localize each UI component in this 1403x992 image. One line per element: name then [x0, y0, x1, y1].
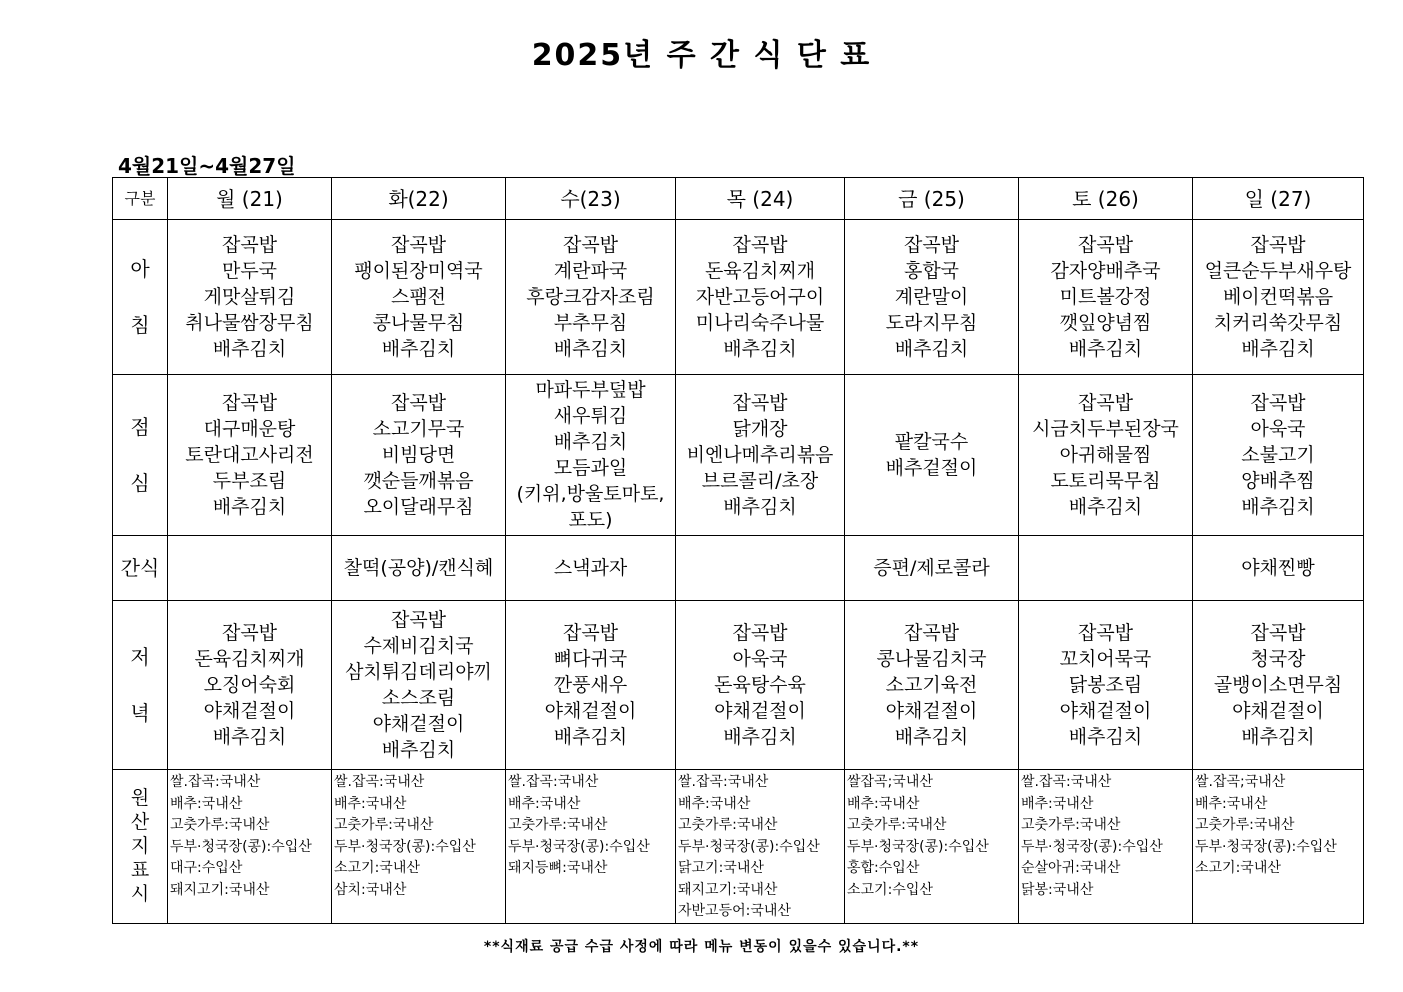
- menu-item: 쌀.잡곡:국내산: [508, 774, 599, 790]
- dinner-cell-fri: [845, 601, 1019, 770]
- menu-item: 잡곡밥: [1077, 392, 1134, 414]
- breakfast-cell-sat: [1019, 220, 1193, 375]
- menu-item: (키위,방울토마토,: [516, 483, 665, 505]
- menu-item: 베이컨떡볶음: [1222, 286, 1334, 308]
- origin-row: [113, 770, 1364, 924]
- menu-item: 콩나물김치국: [876, 648, 987, 670]
- origin-cell-mon: [168, 770, 332, 924]
- menu-item: 스낵과자: [553, 557, 628, 579]
- menu-item: 부추무침: [553, 312, 628, 334]
- snack-cell-wed: [506, 536, 676, 601]
- menu-item: 배추:국내산: [1021, 795, 1094, 812]
- menu-item: 고춧가루:국내산: [847, 817, 947, 833]
- menu-item: 새우튀김: [553, 405, 628, 427]
- menu-item: 두부조림: [212, 470, 287, 492]
- menu-item: 야채겉절이: [1059, 700, 1152, 722]
- menu-item: 삼치:국내산: [334, 881, 407, 898]
- snack-cell-thu: [676, 536, 845, 601]
- origin-cell-sun: [1193, 770, 1364, 924]
- menu-item: 배추김치: [1241, 496, 1315, 518]
- row-label-char: 심: [130, 471, 150, 495]
- menu-item: 소고기:수입산: [847, 881, 933, 898]
- menu-item: 배추:국내산: [334, 795, 407, 812]
- menu-item: 토란대고사리전: [185, 444, 314, 466]
- lunch-cell-fri: [845, 375, 1019, 536]
- menu-item: 모듬과일: [553, 457, 628, 479]
- row-label-char: 아: [130, 257, 150, 281]
- menu-item: 배추김치: [553, 338, 628, 360]
- day-header-sun: 일 (27): [1193, 178, 1364, 220]
- dinner-label: [113, 601, 168, 770]
- menu-item: 깻잎양념찜: [1059, 312, 1152, 334]
- menu-item: 마파두부덮밥: [535, 379, 646, 401]
- menu-item: 잡곡밥: [732, 622, 788, 644]
- menu-item: 쌀.잡곡;국내산: [1195, 774, 1286, 790]
- menu-item: 소고기:국내산: [334, 860, 420, 876]
- row-label-char: 저: [130, 645, 150, 669]
- menu-item: 두부·청국장(콩):수입산: [678, 838, 820, 855]
- menu-item: 배추김치: [212, 338, 287, 360]
- menu-item: 수제비김치국: [363, 635, 474, 657]
- menu-item: 순살아귀:국내산: [1021, 860, 1121, 876]
- menu-item: 쌀.잡곡:국내산: [1021, 774, 1112, 790]
- menu-item: 홍합국: [903, 260, 960, 282]
- menu-item: 소불고기: [1241, 444, 1315, 466]
- menu-item: 쌀.잡곡:국내산: [170, 774, 261, 790]
- row-label-char: 표: [130, 859, 150, 882]
- menu-item: 치커리쑥갓무침: [1213, 312, 1343, 334]
- menu-item: 야채겉절이: [203, 700, 296, 722]
- menu-item: 배추:국내산: [847, 795, 920, 812]
- day-header-tue: 화(22): [332, 178, 506, 220]
- menu-item: 브르콜리/초장: [701, 470, 819, 492]
- lunch-cell-wed: [506, 375, 676, 536]
- menu-item: 잡곡밥: [221, 392, 278, 414]
- menu-item: 증편/제로콜라: [873, 557, 990, 579]
- menu-item: 감자양배추국: [1050, 260, 1161, 282]
- header-row: [113, 178, 1364, 220]
- breakfast-cell-fri: [845, 220, 1019, 375]
- menu-item: 잡곡밥: [562, 234, 619, 256]
- menu-item: 소고기:국내산: [1195, 860, 1281, 876]
- menu-item: 잡곡밥: [390, 609, 447, 631]
- menu-item: 깐풍새우: [553, 674, 628, 696]
- menu-item: 스팸전: [390, 286, 447, 308]
- day-header-sat: 토 (26): [1019, 178, 1193, 220]
- lunch-label: [113, 375, 168, 536]
- menu-item: 잡곡밥: [390, 392, 447, 414]
- lunch-cell-sun: [1193, 375, 1364, 536]
- menu-item: 아귀해물찜: [1059, 444, 1152, 466]
- menu-item: 잡곡밥: [562, 622, 619, 644]
- menu-item: 배추김치: [894, 338, 969, 360]
- menu-item: 포도): [568, 509, 613, 531]
- menu-item: 고춧가루:국내산: [334, 817, 434, 833]
- page-title: 2025년 주 간 식 단 표: [531, 38, 872, 73]
- menu-item: 닭봉:국내산: [1021, 881, 1094, 898]
- menu-item: 잡곡밥: [221, 234, 278, 256]
- menu-item: 야채겉절이: [714, 700, 806, 722]
- menu-item: 배추:국내산: [678, 795, 751, 812]
- menu-item: 야채겉절이: [372, 713, 465, 735]
- menu-item: 삼치튀김데리야끼: [345, 661, 492, 683]
- menu-item: 미나리숙주나물: [695, 312, 825, 334]
- menu-item: 배추:국내산: [170, 795, 243, 812]
- breakfast-cell-thu: [676, 220, 845, 375]
- menu-item: 청국장: [1250, 648, 1306, 670]
- origin-cell-thu: [676, 770, 845, 924]
- footer-note: **식재료 공급 수급 사정에 따라 메뉴 변동이 있을수 있습니다.**: [483, 939, 920, 955]
- menu-item: 아욱국: [732, 648, 788, 670]
- menu-item: 자반고등어구이: [695, 286, 825, 308]
- row-label-char: 원: [130, 787, 150, 810]
- snack-cell-tue: [332, 536, 506, 601]
- day-header-mon: 월 (21): [168, 178, 332, 220]
- menu-item: 배추김치: [1241, 726, 1315, 748]
- origin-cell-sat: [1019, 770, 1193, 924]
- menu-item: 아욱국: [1250, 418, 1306, 440]
- snack-row: [113, 536, 1364, 601]
- menu-item: 깻순들깨볶음: [363, 470, 474, 492]
- row-label-char: 지: [130, 835, 150, 858]
- menu-item: 배추김치: [723, 496, 797, 518]
- menu-item: 배추김치: [1068, 496, 1143, 518]
- menu-item: 배추김치: [723, 338, 797, 360]
- menu-item: 꼬치어묵국: [1059, 648, 1152, 670]
- menu-item: 야채겉절이: [1232, 700, 1324, 722]
- menu-item: 잡곡밥: [1077, 622, 1134, 644]
- menu-item: 대구:수입산: [170, 860, 243, 876]
- menu-item: 잡곡밥: [390, 234, 447, 256]
- menu-item: 닭고기:국내산: [678, 860, 764, 876]
- menu-item: 배추김치: [894, 726, 969, 748]
- menu-item: 야채찐빵: [1241, 557, 1315, 579]
- menu-item: 배추김치: [723, 726, 797, 748]
- menu-item: 배추김치: [553, 726, 628, 748]
- menu-item: 돼지고기:국내산: [678, 881, 778, 898]
- lunch-cell-sat: [1019, 375, 1193, 536]
- menu-item: 쌀.잡곡:국내산: [678, 774, 769, 790]
- menu-item: 뼈다귀국: [553, 648, 628, 670]
- lunch-row: [113, 375, 1364, 536]
- menu-item: 게맛살튀김: [203, 286, 296, 308]
- row-label-char: 간식: [120, 556, 160, 580]
- menu-item: 잡곡밥: [732, 234, 788, 256]
- menu-item: 홍합:수입산: [847, 860, 920, 876]
- menu-item: 자반고등어:국내산: [678, 903, 791, 919]
- menu-item: 계란말이: [894, 286, 969, 308]
- breakfast-row: [113, 220, 1364, 375]
- menu-item: 찰떡(공양)/캔식혜: [343, 557, 494, 579]
- menu-item: 쌀.잡곡:국내산: [334, 774, 425, 790]
- lunch-cell-tue: [332, 375, 506, 536]
- menu-item: 잡곡밥: [903, 234, 960, 256]
- breakfast-cell-tue: [332, 220, 506, 375]
- menu-item: 비빔당면: [381, 444, 456, 466]
- menu-item: 배추김치: [381, 338, 456, 360]
- row-label-char: 점: [130, 415, 150, 439]
- day-header-thu: 목 (24): [676, 178, 845, 220]
- day-header-wed: 수(23): [506, 178, 676, 220]
- menu-item: 돈육김치찌개: [194, 648, 305, 670]
- menu-item: 얼큰순두부새우탕: [1204, 260, 1352, 282]
- menu-item: 고춧가루:국내산: [508, 817, 608, 833]
- dinner-cell-sat: [1019, 601, 1193, 770]
- menu-item: 두부·청국장(콩):수입산: [170, 838, 312, 855]
- menu-item: 도라지무침: [885, 312, 978, 334]
- snack-cell-sun: [1193, 536, 1364, 601]
- dinner-row: [113, 601, 1364, 770]
- menu-item: 고춧가루:국내산: [1021, 817, 1121, 833]
- menu-item: 소고기무국: [372, 418, 465, 440]
- breakfast-cell-wed: [506, 220, 676, 375]
- dinner-cell-sun: [1193, 601, 1364, 770]
- menu-item: 소고기육전: [885, 674, 978, 696]
- menu-item: 골뱅이소면무침: [1213, 674, 1343, 696]
- snack-cell-mon: [168, 536, 332, 601]
- menu-item: 배추김치: [553, 431, 628, 453]
- menu-item: 야채겉절이: [885, 700, 978, 722]
- menu-item: 돈육탕수육: [714, 674, 806, 696]
- menu-item: 두부·청국장(콩):수입산: [508, 838, 650, 855]
- menu-item: 오이달래무침: [363, 496, 474, 518]
- snack-cell-sat: [1019, 536, 1193, 601]
- menu-item: 배추:국내산: [508, 795, 581, 812]
- menu-item: 대구매운탕: [203, 418, 296, 440]
- dinner-cell-wed: [506, 601, 676, 770]
- menu-item: 두부·청국장(콩):수입산: [847, 838, 989, 855]
- menu-item: 배추김치: [212, 726, 287, 748]
- lunch-cell-thu: [676, 375, 845, 536]
- date-range: 4월21일~4월27일: [118, 154, 296, 178]
- menu-item: 고춧가루:국내산: [678, 817, 778, 833]
- menu-item: 잡곡밥: [903, 622, 960, 644]
- menu-item: 고춧가루:국내산: [1195, 817, 1295, 833]
- menu-item: 야채겉절이: [544, 700, 637, 722]
- menu-item: 배추김치: [1068, 338, 1143, 360]
- menu-item: 비엔나메추리볶음: [686, 444, 834, 466]
- origin-cell-tue: [332, 770, 506, 924]
- menu-item: 배추:국내산: [1195, 795, 1268, 812]
- row-label-char: 시: [130, 883, 150, 906]
- row-label-char: 침: [130, 313, 150, 337]
- menu-item: 미트볼강정: [1059, 286, 1152, 308]
- menu-item: 배추겉절이: [885, 457, 978, 479]
- menu-item: 돼지고기:국내산: [170, 881, 270, 898]
- menu-item: 계란파국: [553, 260, 628, 282]
- menu-item: 콩나물무침: [372, 312, 465, 334]
- menu-item: 취나물쌈장무침: [185, 312, 314, 334]
- day-header-fri: 금 (25): [845, 178, 1019, 220]
- menu-item: 소스조림: [381, 687, 456, 709]
- menu-item: 두부·청국장(콩):수입산: [1195, 838, 1337, 855]
- menu-item: 팥칼국수: [894, 431, 969, 453]
- menu-item: 돈육김치찌개: [704, 260, 816, 282]
- menu-item: 돼지등뼈:국내산: [508, 860, 608, 876]
- row-label-char: 녁: [130, 701, 150, 725]
- menu-item: 배추김치: [212, 496, 287, 518]
- snack-cell-fri: [845, 536, 1019, 601]
- menu-item: 잡곡밥: [732, 392, 788, 414]
- menu-item: 팽이된장미역국: [354, 260, 483, 282]
- weekly-menu-table: [112, 177, 1364, 924]
- menu-item: 잡곡밥: [1250, 234, 1306, 256]
- menu-item: 닭봉조림: [1068, 674, 1143, 696]
- menu-item: 시금치두부된장국: [1032, 418, 1179, 440]
- menu-item: 두부·청국장(콩):수입산: [1021, 838, 1163, 855]
- menu-item: 도토리묵무침: [1050, 470, 1161, 492]
- menu-item: 양배추찜: [1241, 470, 1315, 492]
- menu-item: 잡곡밥: [221, 622, 278, 644]
- menu-item: 쌀잡곡;국내산: [847, 774, 933, 790]
- menu-item: 오징어숙회: [203, 674, 296, 696]
- dinner-cell-mon: [168, 601, 332, 770]
- menu-item: 고춧가루:국내산: [170, 817, 270, 833]
- origin-cell-fri: [845, 770, 1019, 924]
- breakfast-label: [113, 220, 168, 375]
- dinner-cell-tue: [332, 601, 506, 770]
- menu-item: 배추김치: [1241, 338, 1315, 360]
- lunch-cell-mon: [168, 375, 332, 536]
- category-header: 구분: [113, 178, 168, 220]
- menu-item: 만두국: [221, 260, 278, 282]
- menu-item: 배추김치: [381, 739, 456, 761]
- menu-item: 닭개장: [732, 418, 788, 440]
- dinner-cell-thu: [676, 601, 845, 770]
- menu-item: 배추김치: [1068, 726, 1143, 748]
- row-label-char: 산: [130, 811, 150, 834]
- origin-label: [113, 770, 168, 924]
- menu-item: 잡곡밥: [1250, 392, 1306, 414]
- breakfast-cell-mon: [168, 220, 332, 375]
- menu-item: 두부·청국장(콩):수입산: [334, 838, 476, 855]
- breakfast-cell-sun: [1193, 220, 1364, 375]
- menu-item: 잡곡밥: [1077, 234, 1134, 256]
- menu-item: 후랑크감자조림: [526, 286, 655, 308]
- menu-item: 잡곡밥: [1250, 622, 1306, 644]
- origin-cell-wed: [506, 770, 676, 924]
- snack-label: [113, 536, 168, 601]
